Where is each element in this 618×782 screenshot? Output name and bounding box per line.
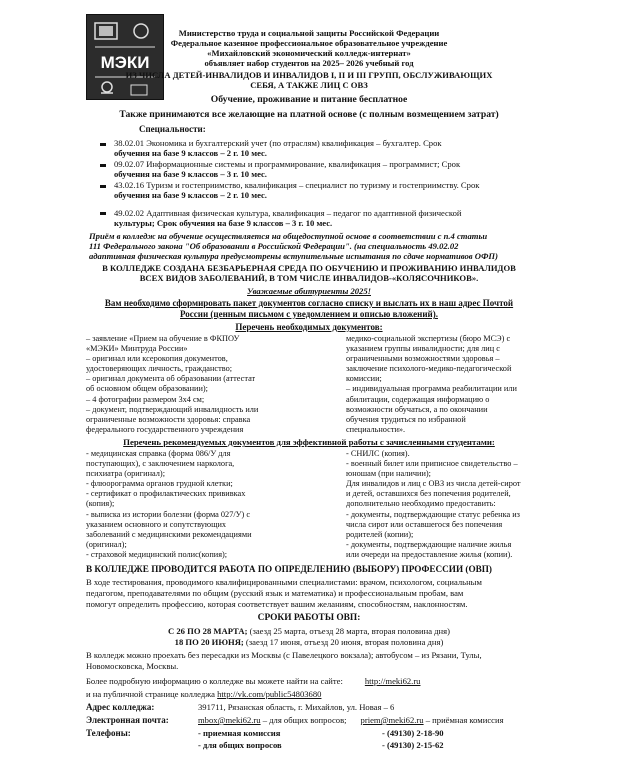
free-education-line: Обучение, проживание и питание бесплатное [210, 94, 408, 105]
barrier-free-line-1: В КОЛЛЕДЖЕ СОЗДАНА БЕЗБАРЬЕРНАЯ СРЕДА ПО ОБУЧЕНИЮ И ПРОЖИВАНИЮ ИНВАЛИДОВ [102, 263, 516, 273]
dates-row-2 [0, 637, 618, 647]
required-item: специальности». [346, 424, 406, 434]
dates-row-2-rest: (заезд 17 июня, отъезд 20 июня, вторая половина дня) [243, 637, 444, 647]
specialty-4-line-2: культуры; Срок обучения на базе 9 классов – 3 г. 10 мес. [114, 218, 333, 228]
required-item: комиссии; [346, 374, 382, 384]
recommended-item: Для инвалидов и лиц с ОВЗ из числа детей-сирот [346, 479, 521, 489]
recommended-docs-title: Перечень рекомендуемых документов для эффективной работы с зачисленными студентами: [123, 437, 495, 447]
required-item: медико-социальной экспертизы (бюро МСЭ) с [346, 334, 511, 343]
bullet-marker [100, 164, 106, 167]
phone-number-2: - (49130) 2-15-62 [382, 740, 444, 750]
ministry-line: Министерство труда и социальной защиты Российской Федерации [178, 28, 440, 38]
specialty-2-line-1: 09.02.07 Информационные системы и программирование, квалификация – программист; Срок [114, 159, 461, 169]
recommended-item: поступающих), с заключением нарколога, [86, 459, 235, 469]
dates-row-1-bold: С 26 ПО 28 МАРТА; [168, 626, 248, 636]
career-text-2: педагогом, преподавателями по общим (русский язык и математика) и профессиональным пробам, вам [86, 588, 464, 598]
required-item: указанием группы инвалидности; для лиц с [346, 344, 500, 354]
required-item: заключение психолого-медико-педагогической [346, 364, 512, 374]
more-info-text: Более подробную информацию о колледже вы можете найти на сайте: [86, 676, 343, 686]
bullet-marker [100, 143, 106, 146]
bullet-marker [100, 212, 106, 215]
required-item: обучения трудиться по избранной [346, 414, 466, 424]
address-value: 391711, Рязанская область, г. Михайлов, ул. Новая – 6 [198, 702, 395, 712]
recommended-item: - документы, подтверждающие наличие жилья [346, 539, 512, 549]
bullet-marker [100, 185, 106, 188]
recommended-docs-right [346, 449, 542, 560]
email-label: Электронная почта: [86, 715, 169, 725]
dates-row-1-rest: (заезд 25 марта, отъезд 28 марта, вторая половина дня) [247, 626, 450, 636]
recommended-item: указанием основного и сопутствующих [86, 519, 227, 529]
admission-note-1: Приём в колледж на обучение осуществляется на общедоступной основе в соответствии с п.4 статьи [89, 231, 488, 241]
travel-line-1: В колледж можно проехать без пересадки из Москвы (с Павелецкого вокзала); автобусом – из Рязани, Тулы, [86, 650, 482, 660]
required-item: – заявление «Прием на обучение в ФКПОУ [86, 334, 240, 343]
public-page-text: и на публичной странице колледжа [86, 689, 218, 699]
recommended-item: - сертификат о профилактических прививках [86, 489, 246, 499]
recommended-docs-left [86, 449, 312, 560]
phone-number-1: - (49130) 2-18-90 [382, 728, 444, 738]
recommended-item: (копия); [86, 499, 115, 509]
career-title: В КОЛЛЕДЖЕ ПРОВОДИТСЯ РАБОТА ПО ОПРЕДЕЛЕНИЮ (ВЫБОРУ) ПРОФЕССИИ (ОВП) [86, 564, 492, 574]
email-general-link[interactable]: mbox@meki62.ru [198, 715, 261, 725]
public-page-line [86, 689, 321, 699]
recommended-item: или очереди на предоставление жилья (копии). [346, 549, 513, 559]
barrier-free-line-2: ВСЕХ ВИДОВ ЗАБОЛЕВАНИЙ, В ТОМ ЧИСЛЕ ИНВАЛИДОВ-«КОЛЯСОЧНИКОВ». [139, 273, 479, 283]
required-item: абилитации, содержащая информацию о [346, 394, 490, 404]
career-text-1: В ходе тестирования, проводимого квалифицированными специалистами: врачом, психологом, социальным [86, 577, 482, 587]
groups-line-2: СЕБЯ, А ТАКЖЕ ЛИЦ С ОВЗ [250, 80, 368, 90]
recommended-item: заболеваний с медицинскими рекомендациями [86, 529, 252, 539]
recommended-item: - медицинская справка (форма 086/У для [86, 449, 231, 458]
required-docs-title: Перечень необходимых документов: [235, 322, 383, 332]
recommended-item: - документы, подтверждающие статус ребенка из [346, 509, 520, 519]
specialties-title: Специальности: [139, 124, 206, 134]
recommended-item: - СНИЛС (копия). [346, 449, 410, 458]
announce-line: объявляет набор студентов на 2025– 2026 учебный год [204, 58, 414, 68]
site-link[interactable]: http://meki62.ru [364, 676, 421, 686]
required-item: об основном общем образовании); [86, 384, 208, 394]
recommended-item: - флюорограмма органов грудной клетки; [86, 479, 233, 489]
email-line [198, 715, 504, 725]
required-item: ограниченными возможностями здоровья – [346, 354, 500, 364]
career-text-3: помогут определить профессию, которая соответствует вашим желаниям, способностям, наклонностям. [86, 599, 468, 609]
admission-note-3: адаптивная физическая культура предусмотрены вступительные испытания по сдаче нормативов ОФП) [89, 251, 498, 261]
required-item: – оригинал документа об образовании (аттестат [86, 374, 256, 384]
dates-row-2-bold: 18 ПО 20 ИЮНЯ; [174, 637, 244, 647]
admission-note-2: 111 Федерального закона "Об образовании в Российской Федерации". (на специальность 49.02.02 [89, 241, 459, 251]
address-label: Адрес колледжа: [86, 702, 155, 712]
required-item: удостоверяющих личность, гражданство; [86, 364, 233, 374]
specialty-4-line-1: 49.02.02 Адаптивная физическая культура, квалификация – педагог по адаптивной физической [114, 208, 462, 218]
recommended-item: - военный билет или приписное свидетельство – [346, 459, 518, 469]
recommended-item: и детей, оставшихся без попечения родителей, [346, 489, 511, 499]
phone-name-2: - для общих вопросов [198, 740, 282, 750]
required-item: ограниченные возможности здоровья: справка [86, 414, 251, 424]
required-docs-left [86, 334, 312, 435]
recommended-item: (оригинал); [86, 539, 127, 549]
required-item: «МЭКИ» Минтруда России» [86, 344, 188, 354]
travel-line-2: Новомосковска, Москвы. [86, 661, 179, 671]
required-item: федерального государственного учреждения [86, 424, 244, 434]
recommended-item: числа сирот или оставшегося без попечения [346, 519, 503, 529]
phones-label: Телефоны: [86, 728, 131, 738]
specialty-3-line-1: 43.02.16 Туризм и гостеприимство, квалификация – специалист по туризму и гостеприимству. Срок [114, 180, 480, 190]
institution-line: Федеральное казенное профессиональное образовательное учреждение [170, 38, 448, 48]
dates-title: СРОКИ РАБОТЫ ОВП: [257, 613, 361, 623]
logo-text: МЭКИ [100, 53, 150, 72]
recommended-item: психиатра (оригинал); [86, 469, 165, 479]
email-admission-link[interactable]: priem@meki62.ru [360, 715, 424, 725]
recommended-item: - страховой медицинский полис(копия); [86, 549, 228, 559]
phone-name-1: - приемная комиссия [198, 728, 281, 738]
required-item: – индивидуальная программа реабилитации или [346, 384, 517, 394]
college-name: «Михайловский экономический колледж-интернат» [207, 48, 411, 58]
email-admission-desc: – приёмная комиссия [423, 715, 504, 725]
specialty-1-line-1: 38.02.01 Экономика и бухгалтерский учет (по отраслям) квалификация – бухгалтер. Срок [114, 138, 442, 148]
instructions-line-1: Вам необходимо сформировать пакет документов согласно списку и выслать их в наш адрес Почтой [104, 298, 514, 308]
required-item: возможности обучаться, а по окончании [346, 404, 488, 414]
email-general-desc: – для общих вопросов; [260, 715, 347, 725]
more-info-line [86, 676, 420, 686]
required-item: – оригинал или ксерокопия документов, [86, 354, 228, 364]
vk-link[interactable]: http://vk.com/public54803680 [217, 689, 322, 699]
recommended-item: дополнительно необходимо предоставить: [346, 499, 496, 509]
instructions-line-2: России (ценным письмом с уведомлением и описью вложений). [180, 309, 438, 319]
specialty-2-line-2: обучения на базе 9 классов – 3 г. 10 мес. [114, 169, 267, 179]
greeting: Уважаемые абитуриенты 2025! [247, 286, 371, 296]
required-item: – 4 фотографии размером 3х4 см; [86, 394, 205, 404]
paid-education-line: Также принимаются все желающие на платной основе (с полным возмещением затрат) [119, 109, 499, 120]
recommended-item: родителей (копии); [346, 529, 414, 539]
recommended-item: юношам (при наличии); [346, 469, 431, 479]
dates-row-1 [0, 626, 618, 636]
required-docs-right [346, 334, 542, 435]
groups-line-1: ИЗ ЧИСЛА ДЕТЕЙ-ИНВАЛИДОВ И ИНВАЛИДОВ I, II И III ГРУПП, ОБСЛУЖИВАЮЩИХ [125, 70, 493, 80]
recommended-item: - выписка из истории болезни (форма 027/У) с [86, 509, 251, 519]
required-item: – документ, подтверждающий инвалидность или [86, 404, 259, 414]
specialty-1-line-2: обучения на базе 9 классов – 2 г. 10 мес. [114, 148, 267, 158]
specialty-3-line-2: обучения на базе 9 классов – 2 г. 10 мес. [114, 190, 267, 200]
